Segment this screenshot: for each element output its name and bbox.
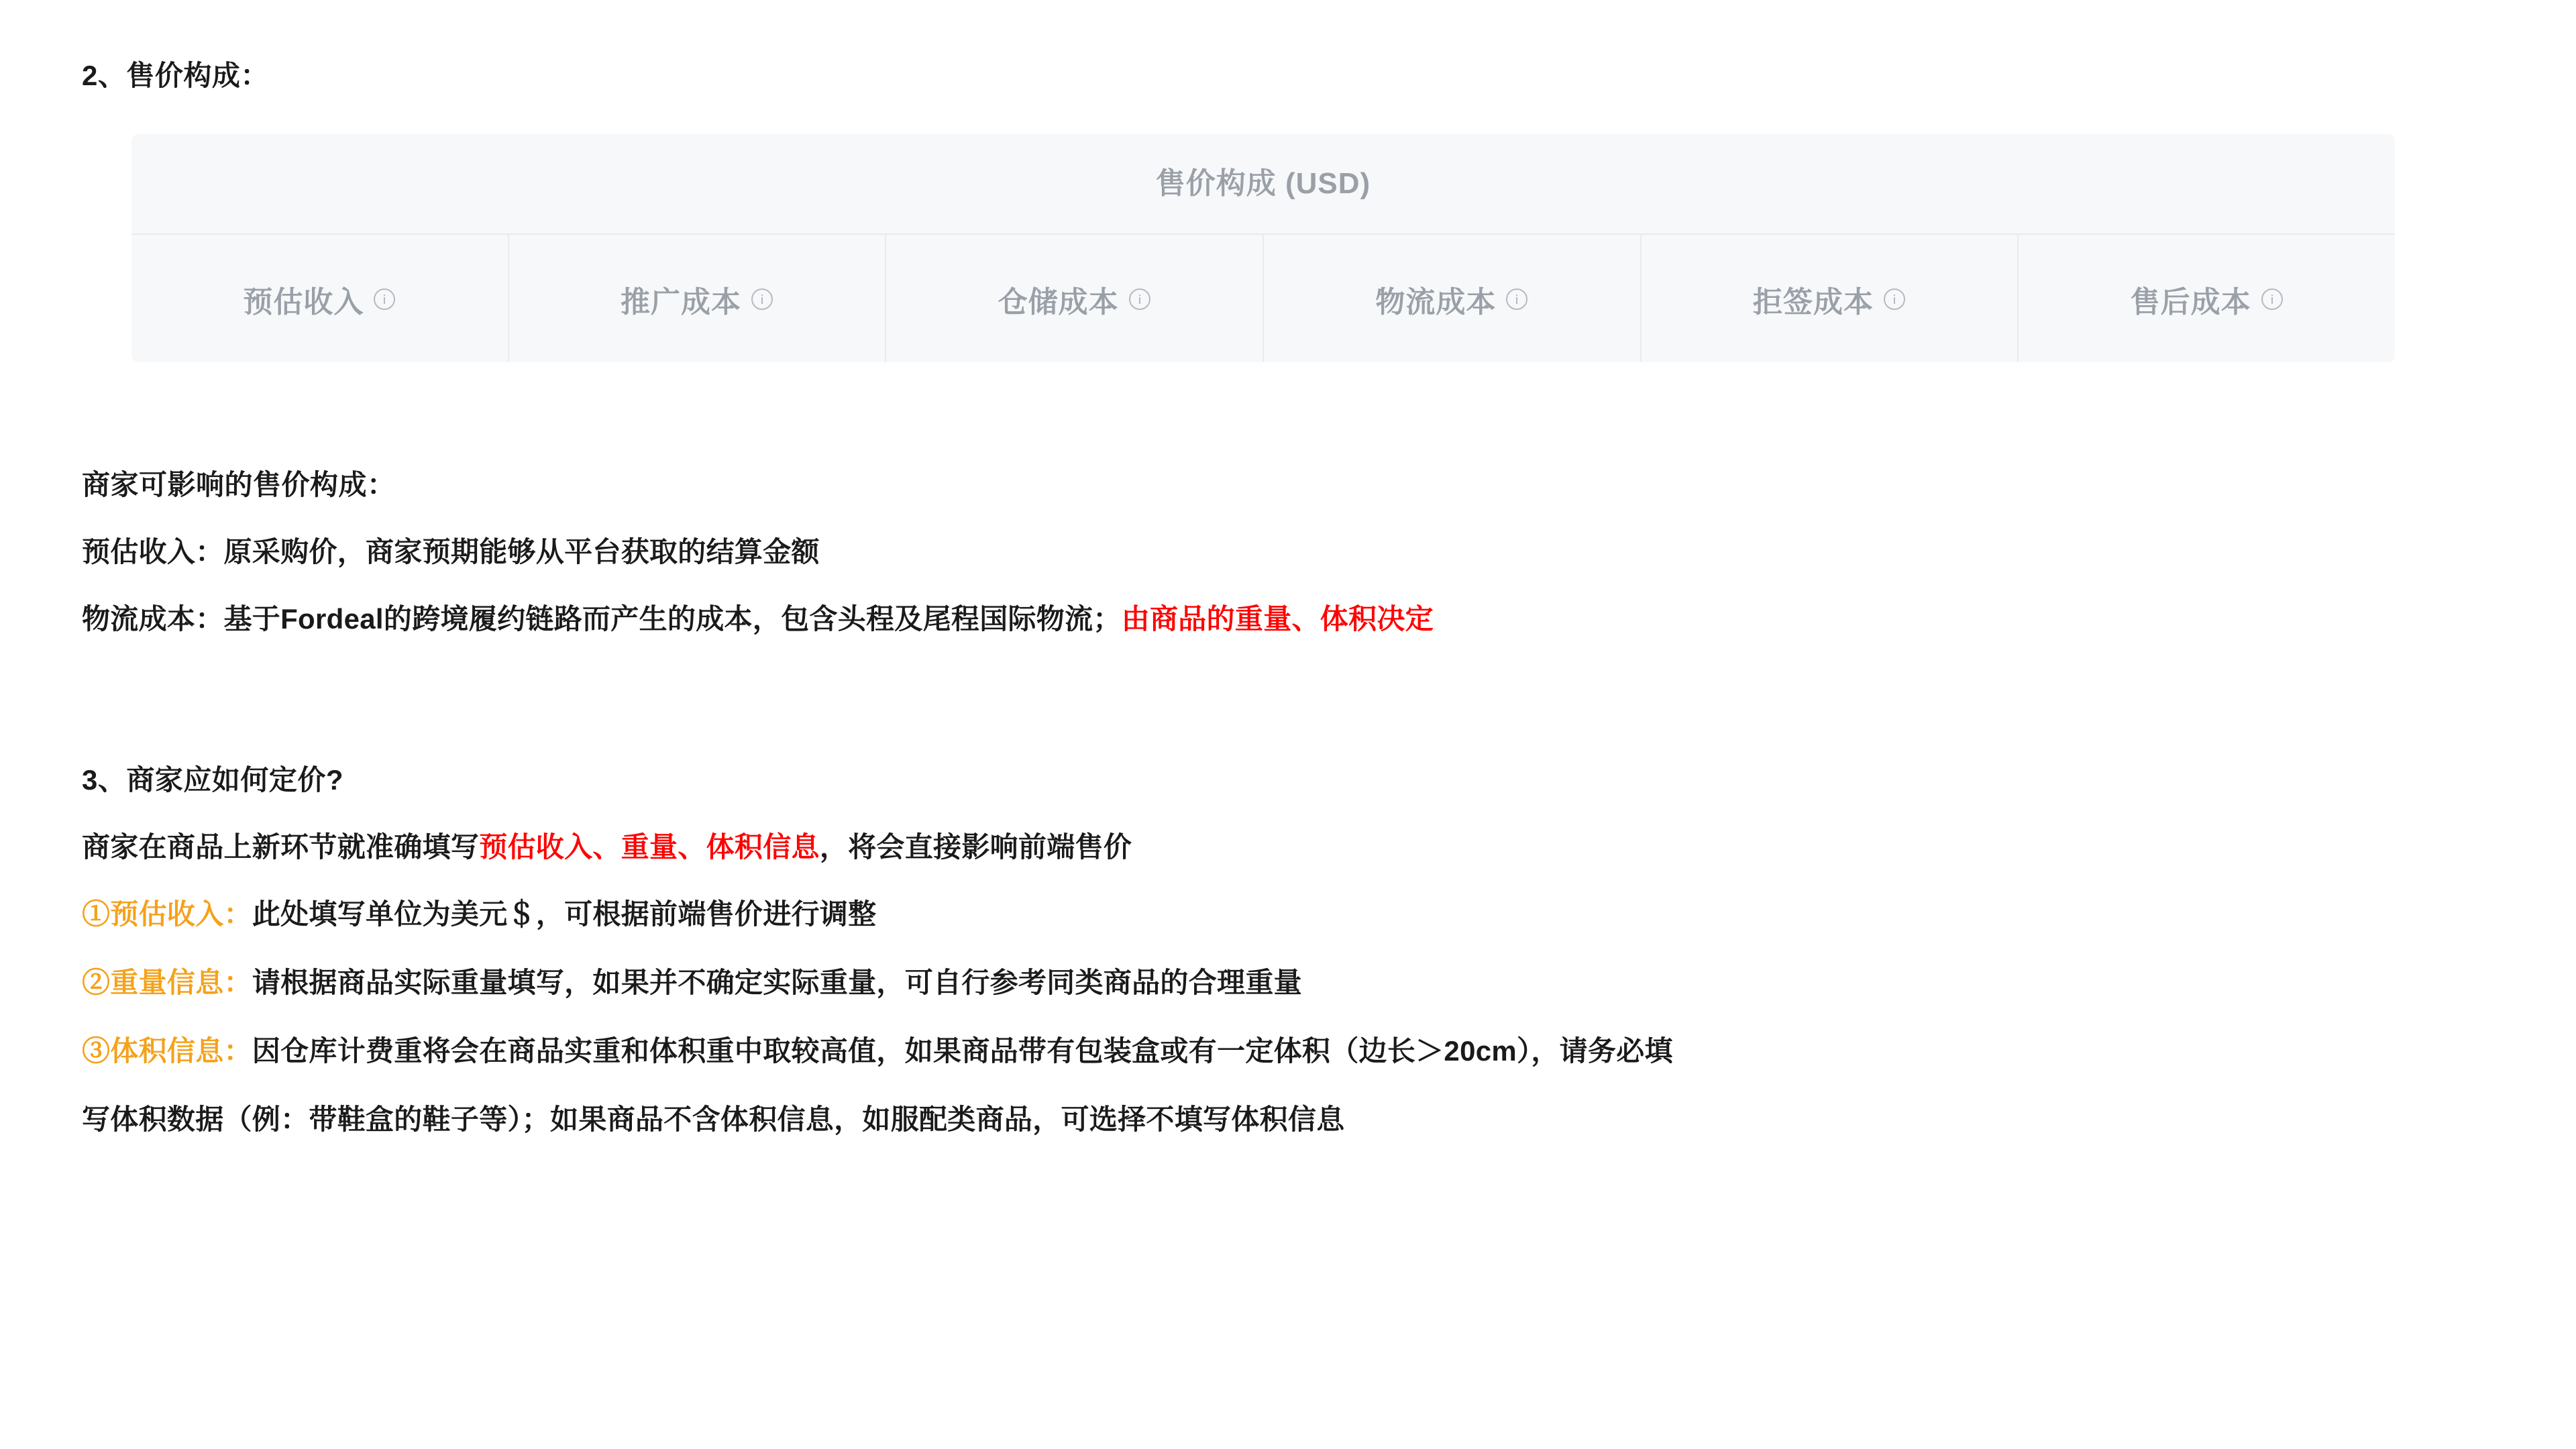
table-column-logistics-cost [1264, 235, 1642, 362]
price-composition-table-header-row [131, 233, 2395, 362]
list-item-weight-info [82, 961, 1302, 1001]
paragraph-new-product-pricing [82, 825, 1132, 865]
heading-sale-price-structure: 2、售价构成： [82, 60, 269, 91]
info-circle-icon[interactable] [373, 288, 396, 311]
paragraph-highlight: 预估收入、重量、体积信息 [479, 831, 820, 863]
column-label: 售后成本 [2130, 286, 2251, 319]
price-composition-table [131, 134, 2395, 362]
table-column-after-sales-cost [2019, 235, 2395, 362]
column-label: 预估收入 [243, 286, 364, 319]
table-column-rejection-cost [1642, 235, 2019, 362]
paragraph-logistics-cost [82, 597, 1434, 637]
list-item-text: 因仓库计费重将会在商品实重和体积重中取较高值，如果商品带有包装盒或有一定体积（边长＞20cm），请务必填 [252, 1035, 1673, 1067]
price-composition-table-title: 售价构成 (USD) [1155, 167, 1371, 200]
column-label: 物流成本 [1375, 286, 1497, 319]
list-item-text: 请根据商品实际重量填写，如果并不确定实际重量，可自行参考同类商品的合理重量 [252, 967, 1302, 998]
heading-how-to-price: 3、商家应如何定价? [82, 764, 344, 796]
paragraph-estimated-income: 预估收入：原采购价，商家预期能够从平台获取的结算金额 [82, 536, 820, 568]
list-item-text: 此处填写单位为美元＄，可根据前端售价进行调整 [252, 898, 877, 930]
list-item-estimated-income [82, 892, 876, 932]
list-item-marker: ①预估收入： [82, 898, 252, 930]
info-circle-icon[interactable] [2261, 288, 2284, 311]
column-label: 推广成本 [621, 286, 741, 319]
list-item-volume-info [82, 1029, 1673, 1069]
info-circle-icon[interactable] [1883, 288, 1906, 311]
list-item-marker: ③体积信息： [82, 1035, 252, 1067]
paragraph-logistics-cost-text: 物流成本：基于Fordeal的跨境履约链路而产生的成本，包含头程及尾程国际物流； [82, 603, 1122, 635]
list-item-marker: ②重量信息： [82, 967, 252, 998]
list-item-volume-info-continuation: 写体积数据（例：带鞋盒的鞋子等）；如果商品不含体积信息，如服配类商品，可选择不填写体积信息 [82, 1104, 1345, 1135]
column-label: 仓储成本 [998, 286, 1119, 319]
column-label: 拒签成本 [1753, 286, 1874, 319]
info-circle-icon[interactable] [751, 288, 773, 311]
table-column-warehouse-cost [886, 235, 1264, 362]
paragraph-suffix: ，将会直接影响前端售价 [819, 831, 1132, 863]
heading-merchant-influenceable-structure: 商家可影响的售价构成： [82, 469, 396, 500]
table-column-estimated-income [131, 235, 509, 362]
table-column-promotion-cost [509, 235, 887, 362]
info-circle-icon[interactable] [1128, 288, 1151, 311]
info-circle-icon[interactable] [1505, 288, 1528, 311]
paragraph-logistics-cost-highlight: 由商品的重量、体积决定 [1121, 603, 1434, 635]
paragraph-prefix: 商家在商品上新环节就准确填写 [82, 831, 480, 863]
